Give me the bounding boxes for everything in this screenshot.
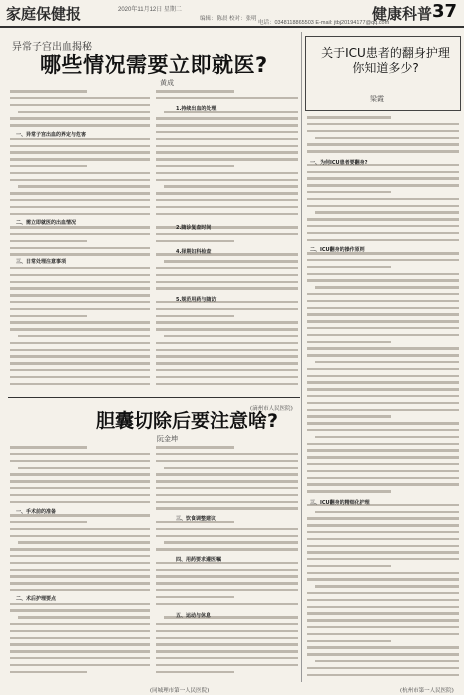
text-line (156, 575, 298, 582)
text-line (307, 259, 459, 266)
text-line (10, 664, 150, 671)
text-line (307, 490, 459, 497)
text-line (10, 375, 150, 382)
text-line (307, 388, 459, 395)
text-line (307, 673, 459, 680)
text-line (307, 232, 459, 239)
text-line (307, 211, 459, 218)
text-line (10, 233, 150, 240)
text-line (156, 487, 298, 494)
text-line (156, 636, 298, 643)
text-line (307, 313, 459, 320)
text-line (10, 301, 150, 308)
text-line (307, 667, 459, 674)
text-line (307, 286, 459, 293)
divider (8, 397, 300, 398)
text-line (307, 340, 459, 347)
text-line (156, 466, 298, 473)
article3-byline: 梁霞 (370, 95, 384, 103)
text-line (10, 487, 150, 494)
text-line (307, 653, 459, 660)
text-line (307, 537, 459, 544)
text-line (156, 473, 298, 480)
text-line (156, 369, 298, 376)
text-line (307, 619, 459, 626)
text-line (10, 321, 150, 328)
text-line (10, 562, 150, 569)
text-line (307, 442, 459, 449)
text-line (307, 170, 459, 177)
text-line (156, 280, 298, 287)
text-line (156, 274, 298, 281)
text-line (10, 294, 150, 301)
text-line (156, 321, 298, 328)
text-line (10, 609, 150, 616)
text-line (10, 355, 150, 362)
text-line (10, 555, 150, 562)
text-line (307, 266, 459, 273)
text-line (156, 382, 298, 389)
text-line (307, 626, 459, 633)
text-line (307, 367, 459, 374)
text-line (10, 541, 150, 548)
text-line (10, 110, 150, 117)
text-line (156, 480, 298, 487)
text-line (156, 335, 298, 342)
text-line (10, 473, 150, 480)
text-line (156, 138, 298, 145)
text-line (10, 582, 150, 589)
article2-subhead: 五、运动与休息 (176, 613, 212, 619)
text-line (307, 544, 459, 551)
text-line (307, 184, 459, 191)
text-line (156, 206, 298, 213)
column-divider (301, 32, 302, 682)
text-line (10, 650, 150, 657)
text-line (307, 469, 459, 476)
text-line (307, 293, 459, 300)
text-line (307, 130, 459, 137)
text-line (10, 267, 150, 274)
text-line (10, 616, 150, 623)
text-line (307, 558, 459, 565)
article2-subhead: 二、术后护理要点 (16, 596, 57, 602)
article1-subhead: 4.择期妇科检查 (176, 249, 212, 255)
page-number: 37 (432, 1, 458, 22)
text-line (10, 630, 150, 637)
text-line (307, 198, 459, 205)
text-line (156, 534, 298, 541)
text-line (156, 623, 298, 630)
article1-subhead: 一、异常子宫出血的界定与危害 (16, 132, 87, 138)
text-line (307, 646, 459, 653)
text-line (156, 548, 298, 555)
text-line (156, 494, 298, 501)
text-line (156, 158, 298, 165)
text-line (10, 521, 150, 528)
text-line (10, 287, 150, 294)
text-line (307, 565, 459, 572)
text-line (307, 660, 459, 667)
text-line (10, 568, 150, 575)
text-line (156, 589, 298, 596)
text-line (10, 623, 150, 630)
text-line (10, 165, 150, 172)
text-line (156, 97, 298, 104)
text-line (307, 177, 459, 184)
article3-source: (杭州市第一人民医院) (400, 688, 454, 694)
text-line (156, 308, 298, 315)
text-line (307, 204, 459, 211)
text-line (307, 408, 459, 415)
text-line (10, 534, 150, 541)
issue-date: 2020年11月12日 星期二 (118, 7, 182, 13)
text-line (10, 362, 150, 369)
text-line (307, 633, 459, 640)
text-line (156, 657, 298, 664)
text-line (156, 267, 298, 274)
text-line (156, 528, 298, 535)
text-line (307, 578, 459, 585)
text-line (307, 476, 459, 483)
text-line (307, 116, 459, 123)
text-line (10, 341, 150, 348)
text-line (156, 185, 298, 192)
text-line (10, 460, 150, 467)
text-line (307, 531, 459, 538)
text-line (156, 212, 298, 219)
text-line (307, 150, 459, 157)
text-line (307, 571, 459, 578)
text-line (10, 172, 150, 179)
text-line (307, 238, 459, 245)
text-line (307, 585, 459, 592)
text-line (10, 151, 150, 158)
text-line (10, 382, 150, 389)
text-line (10, 494, 150, 501)
text-line (10, 178, 150, 185)
text-line (156, 287, 298, 294)
text-line (156, 178, 298, 185)
text-line (307, 395, 459, 402)
text-line (307, 429, 459, 436)
text-line (307, 510, 459, 517)
text-line (307, 347, 459, 354)
article1-byline: 黄成 (160, 79, 174, 87)
text-line (307, 592, 459, 599)
text-line (10, 97, 150, 104)
text-line (10, 274, 150, 281)
text-line (156, 460, 298, 467)
article2-column-1 (10, 446, 150, 682)
article2-subhead: 四、用药要求遵医嘱 (176, 557, 222, 563)
article3-title: 关于ICU患者的翻身护理你知道多少? (321, 46, 450, 75)
text-line (307, 279, 459, 286)
text-line (10, 369, 150, 376)
text-line (10, 246, 150, 253)
editor-line: 编辑：陈晨 校对：张明 (200, 16, 257, 22)
text-line (156, 500, 298, 507)
article3-subhead: 一、为何ICU患者要翻身? (310, 160, 368, 166)
text-line (156, 362, 298, 369)
text-line (10, 124, 150, 131)
text-line (307, 612, 459, 619)
text-line (10, 335, 150, 342)
text-line (10, 446, 150, 453)
text-line (307, 449, 459, 456)
text-line (10, 280, 150, 287)
text-line (156, 348, 298, 355)
article1-subhead: 二、需立即就医的出血情况 (16, 220, 77, 226)
text-line (10, 158, 150, 165)
text-line (156, 117, 298, 124)
contact-line: 电话：0348118865503 E-mail: jtbj20194177@qq.com (258, 20, 390, 26)
text-line (156, 541, 298, 548)
text-line (10, 328, 150, 335)
text-line (10, 670, 150, 677)
text-line (156, 260, 298, 267)
text-line (156, 328, 298, 335)
text-line (10, 314, 150, 321)
text-line (156, 151, 298, 158)
text-line (156, 670, 298, 677)
text-line (156, 165, 298, 172)
article1-kicker: 异常子宫出血揭秘 (12, 42, 92, 53)
article2-byline: 阮金坤 (157, 435, 178, 443)
text-line (10, 308, 150, 315)
text-line (307, 225, 459, 232)
text-line (10, 117, 150, 124)
text-line (307, 143, 459, 150)
text-line (10, 480, 150, 487)
section-title-right: 健康科普 (372, 5, 433, 23)
text-line (156, 341, 298, 348)
text-line (156, 650, 298, 657)
text-line (307, 463, 459, 470)
text-line (10, 500, 150, 507)
text-line (307, 272, 459, 279)
text-line (307, 136, 459, 143)
text-line (156, 630, 298, 637)
text-line (10, 104, 150, 111)
text-line (307, 354, 459, 361)
text-line (156, 314, 298, 321)
text-line (156, 643, 298, 650)
article3-column (307, 116, 459, 682)
article2-title: 胆囊切除后要注意啥? (96, 410, 279, 432)
article3-subhead: 二、ICU翻身的操作原则 (310, 247, 365, 253)
text-line (156, 446, 298, 453)
text-line (307, 517, 459, 524)
text-line (156, 355, 298, 362)
article2-subhead: 一、手术前的准备 (16, 509, 57, 515)
section-title-left: 家庭保健报 (6, 5, 82, 23)
text-line (10, 575, 150, 582)
text-line (10, 466, 150, 473)
text-line (307, 401, 459, 408)
text-line (307, 300, 459, 307)
text-line (10, 144, 150, 151)
text-line (10, 636, 150, 643)
text-line (156, 507, 298, 514)
text-line (10, 185, 150, 192)
text-line (156, 596, 298, 603)
article1-subhead: 1.持续出血的处理 (176, 106, 217, 112)
text-line (156, 233, 298, 240)
text-line (10, 602, 150, 609)
text-line (10, 226, 150, 233)
text-line (307, 605, 459, 612)
text-line (307, 374, 459, 381)
article1-title: 哪些情况需要立即就医? (40, 53, 268, 77)
text-line (307, 191, 459, 198)
text-line (156, 582, 298, 589)
text-line (10, 199, 150, 206)
text-line (156, 568, 298, 575)
text-line (156, 144, 298, 151)
article2-source: (同城理市第一人民医院) (150, 688, 210, 694)
text-line (307, 334, 459, 341)
article1-column-2 (156, 90, 298, 390)
text-line (307, 415, 459, 422)
text-line (10, 90, 150, 97)
text-line (10, 657, 150, 664)
text-line (307, 639, 459, 646)
article2-column-2 (156, 446, 298, 682)
text-line (307, 381, 459, 388)
text-line (156, 240, 298, 247)
text-line (10, 348, 150, 355)
article2-subhead: 三、饮食调整建议 (176, 516, 217, 522)
text-line (156, 172, 298, 179)
article1-subhead: 2.随诊复查时间 (176, 225, 212, 231)
text-line (307, 435, 459, 442)
article1-source: (滴州市人民医院) (250, 406, 293, 412)
text-line (307, 551, 459, 558)
text-line (307, 218, 459, 225)
text-line (307, 483, 459, 490)
text-line (307, 599, 459, 606)
text-line (156, 453, 298, 460)
text-line (156, 131, 298, 138)
page-header (0, 0, 464, 28)
text-line (156, 375, 298, 382)
text-line (10, 240, 150, 247)
text-line (307, 524, 459, 531)
text-line (10, 453, 150, 460)
text-line (10, 548, 150, 555)
text-line (156, 192, 298, 199)
text-line (156, 90, 298, 97)
text-line (307, 456, 459, 463)
text-line (10, 206, 150, 213)
text-line (156, 199, 298, 206)
text-line (307, 306, 459, 313)
article3-subhead: 三、ICU翻身的精细化护理 (310, 500, 370, 506)
text-line (156, 664, 298, 671)
text-line (10, 528, 150, 535)
text-line (307, 327, 459, 334)
article1-subhead: 三、日常处理注意事项 (16, 259, 67, 265)
text-line (307, 123, 459, 130)
text-line (307, 422, 459, 429)
article1-subhead: 5.规范用药与随访 (176, 297, 217, 303)
text-line (10, 643, 150, 650)
text-line (156, 124, 298, 131)
text-line (156, 602, 298, 609)
text-line (10, 138, 150, 145)
text-line (307, 361, 459, 368)
text-line (307, 320, 459, 327)
text-line (10, 192, 150, 199)
